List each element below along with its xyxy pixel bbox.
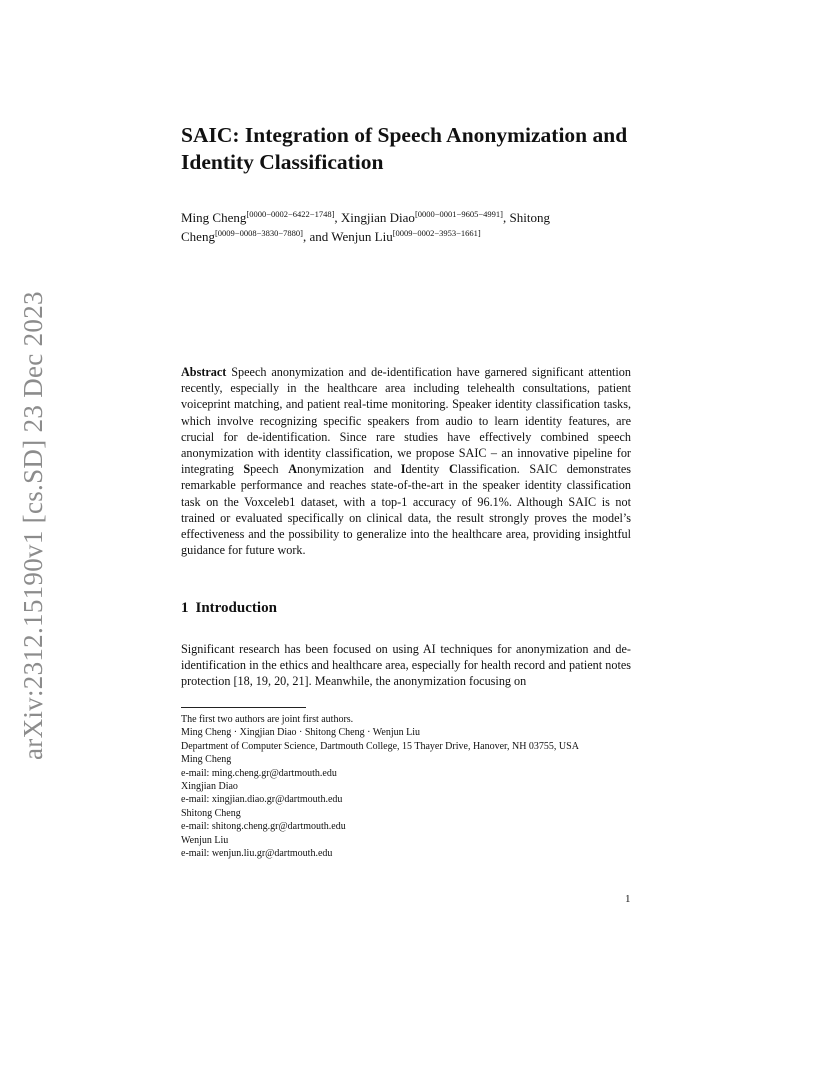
footnote-line: Wenjun Liu (181, 834, 229, 846)
abstract-text: peech (250, 462, 289, 477)
author-separator: , and (303, 229, 332, 244)
footnote-email: e-mail: xingjian.diao.gr@dartmouth.edu (181, 794, 343, 806)
abstract-label: Abstract (181, 365, 227, 379)
section-number: 1 (181, 600, 189, 616)
author-name: Ming Cheng (181, 210, 247, 225)
section-heading (181, 600, 277, 617)
acronym-letter: C (449, 462, 458, 477)
author-separator: , (502, 210, 510, 225)
footnotes (181, 713, 641, 860)
orcid-id: [0000−0001−9605−4991] (414, 209, 503, 219)
footnote-email: e-mail: ming.cheng.gr@dartmouth.edu (181, 767, 337, 779)
abstract-text: nonymization and (297, 462, 401, 477)
footnote-divider (181, 707, 306, 708)
author-name: Shitong Cheng (181, 210, 550, 244)
author-name: Wenjun Liu (331, 229, 393, 244)
abstract-text: lassification. SAIC demonstrates remarkable performance and reaches state-of-the-art in the speaker identity classification task on the Voxceleb1 dataset, with a top-1 accuracy of 96.1%. Although SAIC is not trained or evaluated specifically on clinical data, the result strongly proves the model’s effectiveness and the possibility to generalize into the healthcare area, providing insightful guidance for future work. (181, 462, 632, 558)
arxiv-identifier-stamp: arXiv:2312.15190v1 [cs.SD] 23 Dec 2023 (18, 291, 48, 760)
page-number: 1 (625, 893, 631, 905)
section-title: Introduction (195, 600, 277, 616)
footnote-line: Xingjian Diao (181, 781, 238, 793)
author-name: Xingjian Diao (340, 210, 415, 225)
footnote-line: Ming Cheng (181, 754, 232, 766)
acronym-letter: S (243, 462, 251, 477)
paper-title: SAIC: Integration of Speech Anonymization and Identity Classification (181, 123, 628, 174)
orcid-id: [0009−0002−3953−1661] (392, 228, 481, 238)
footnote-line: Shitong Cheng (181, 807, 241, 819)
introduction-paragraph: Significant research has been focused on using AI techniques for anonymization and de-identification in the ethics and healthcare area, especially for health record and patient notes protection [18, 19, 20, 21]. Meanwhile, the anonymization focusing on (181, 642, 631, 689)
footnote-email: e-mail: shitong.cheng.gr@dartmouth.edu (181, 821, 346, 833)
author-list (181, 208, 631, 246)
author-separator: , (334, 210, 341, 225)
footnote-line: Ming Cheng · Xingjian Diao · Shitong Cheng · Wenjun Liu (181, 727, 420, 739)
orcid-id: [0000−0002−6422−1748] (246, 209, 335, 219)
footnote-line: The first two authors are joint first authors. (181, 714, 354, 725)
orcid-id: [0009−0008−3830−7880] (214, 228, 303, 238)
abstract-text: dentity (405, 462, 449, 477)
abstract-text: Speech anonymization and de-identification have garnered significant attention recently, especially in the healthcare area including telehealth consultations, patient voiceprint matching, and patient real-time monitoring. Speaker identity classification tasks, which involve recognizing specific speakers from audio to learn identity features, are crucial for de-identification. Since rare studies have effectively combined speech anonymization with identity classification, we propose SAIC – an innovative pipeline for integrating (181, 365, 631, 477)
acronym-letter: A (288, 462, 297, 477)
abstract (181, 364, 631, 558)
footnote-line: Department of Computer Science, Dartmouth College, 15 Thayer Drive, Hanover, NH 03755, USA (181, 740, 579, 752)
acronym-letter: I (400, 462, 406, 477)
footnote-email: e-mail: wenjun.liu.gr@dartmouth.edu (181, 848, 333, 860)
